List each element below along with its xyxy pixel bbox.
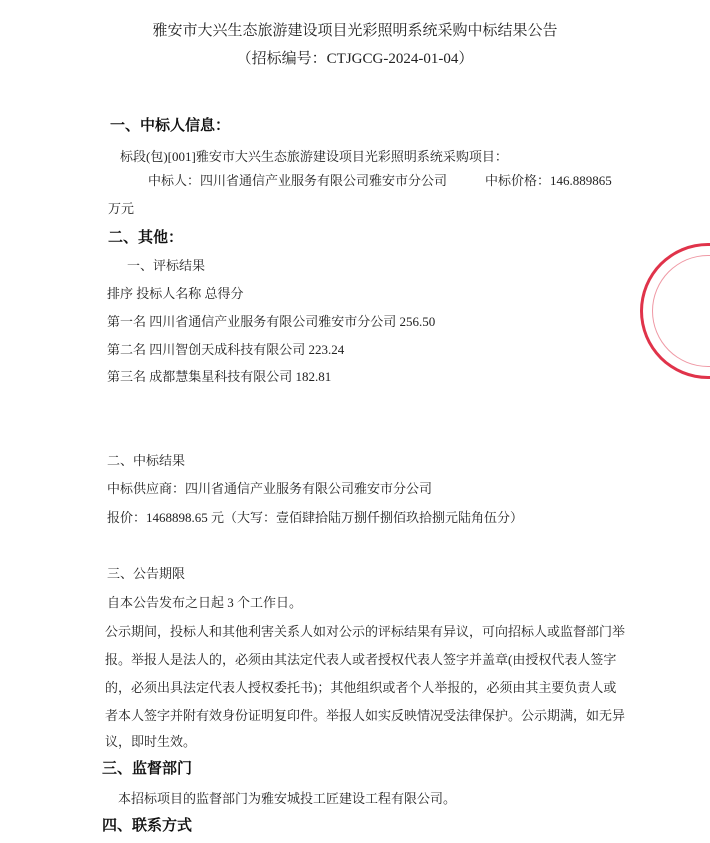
period-heading: 三、公告期限 [107, 566, 186, 581]
eval-heading: 一、评标结果 [127, 258, 206, 273]
tender-number: （招标编号：CTJGCG-2024-01-04） [236, 51, 474, 67]
objection-line: 的，必须出具法定代表人授权委托书)；其他组织或者个人举报的，必须由其主要负责人或 [105, 680, 617, 695]
document-title: 雅安市大兴生态旅游建设项目光彩照明系统采购中标结果公告 [152, 23, 558, 39]
period-text: 自本公告发布之日起 3 个工作日。 [107, 595, 303, 610]
objection-line: 议，即时生效。 [105, 734, 197, 749]
quote-line: 报价：1468898.65 元（大写：壹佰肆拾陆万捌仟捌佰玖拾捌元陆角伍分） [107, 510, 524, 525]
supervision-text: 本招标项目的监督部门为雅安城投工匠建设工程有限公司。 [118, 791, 457, 806]
table-row: 第一名 四川省通信产业服务有限公司雅安市分公司 256.50 [107, 314, 436, 329]
objection-line: 公示期间，投标人和其他利害关系人如对公示的评标结果有异议，可向招标人或监督部门举 [105, 624, 626, 639]
supplier-line: 中标供应商：四川省通信产业服务有限公司雅安市分公司 [107, 481, 433, 496]
section-heading-winner: 一、中标人信息： [110, 118, 231, 134]
lot-line: 标段(包)[001]雅安市大兴生态旅游建设项目光彩照明系统采购项目： [120, 149, 508, 164]
winning-price: 中标价格：146.889865 [485, 173, 612, 188]
objection-line: 者本人签字并附有效身份证明复印件。举报人如实反映情况受法律保护。公示期满，如无异 [105, 708, 626, 723]
section-heading-supervision: 三、监督部门 [102, 761, 193, 777]
section-heading-contact: 四、联系方式 [102, 818, 193, 834]
price-unit: 万元 [108, 201, 135, 216]
table-header: 排序 投标人名称 总得分 [107, 286, 244, 301]
table-row: 第三名 成都慧集星科技有限公司 182.81 [107, 369, 332, 384]
result-heading: 二、中标结果 [107, 453, 186, 468]
objection-line: 报。举报人是法人的，必须由其法定代表人或者授权代表人签字并盖章(由授权代表人签字 [105, 652, 617, 667]
section-heading-other: 二、其他： [108, 230, 184, 246]
winner-line: 中标人：四川省通信产业服务有限公司雅安市分公司 [148, 173, 448, 188]
table-row: 第二名 四川智创天成科技有限公司 223.24 [107, 342, 345, 357]
